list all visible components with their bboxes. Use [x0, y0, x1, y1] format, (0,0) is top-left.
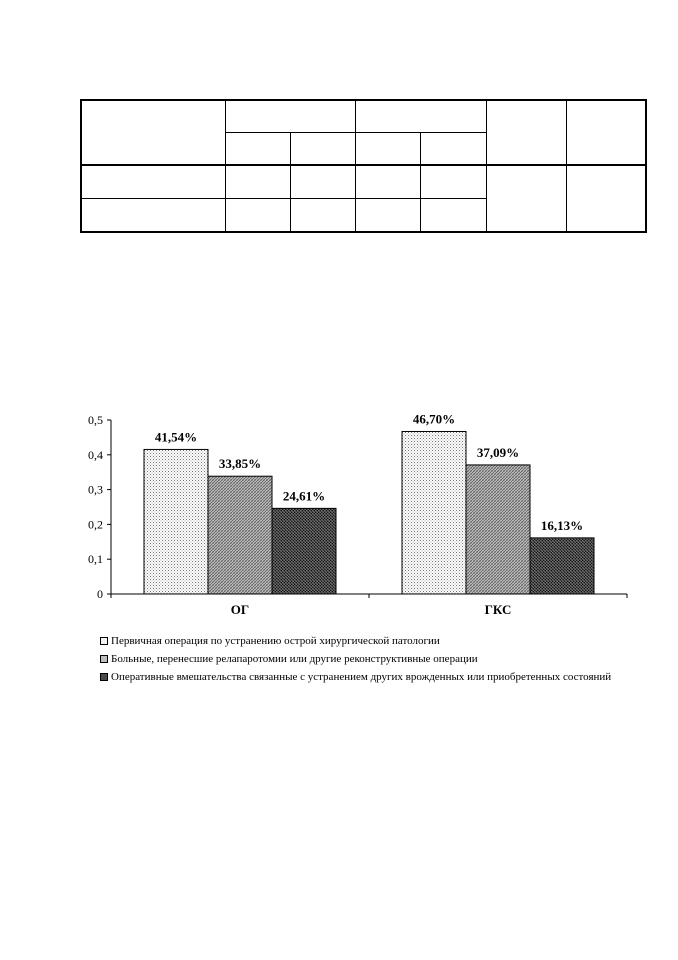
- bar: [530, 538, 594, 594]
- data-label: 33,85%: [218, 456, 262, 472]
- y-tick-label: 0,3: [88, 482, 103, 497]
- bar: [466, 465, 530, 594]
- data-label: 37,09%: [476, 444, 520, 460]
- legend-swatch: [100, 673, 108, 681]
- x-category-label: ОГ: [230, 602, 250, 617]
- x-category-label: ГКС: [484, 602, 512, 617]
- y-tick-label: 0: [97, 587, 103, 601]
- legend-swatch: [100, 655, 108, 663]
- bar: [402, 431, 466, 594]
- legend-swatch: [100, 637, 108, 645]
- y-tick-label: 0,4: [88, 447, 103, 462]
- legend-item: [100, 632, 611, 650]
- legend-item: [100, 668, 611, 686]
- legend-label: Больные, перенесшие релапаротомии или другие реконструктивные операции: [111, 653, 478, 665]
- bar: [208, 476, 272, 594]
- y-tick-label: 0,2: [88, 517, 103, 532]
- data-label: 24,61%: [282, 488, 326, 504]
- data-label: 16,13%: [540, 517, 584, 533]
- legend: [100, 632, 611, 686]
- data-label: 46,70%: [412, 411, 456, 427]
- data-label: 41,54%: [154, 429, 198, 445]
- bar: [272, 508, 336, 594]
- y-tick-label: 0,1: [88, 552, 103, 567]
- legend-item: [100, 650, 611, 668]
- legend-label: Оперативные вмешательства связанные с устранением других врожденных или приобретенных состояний: [111, 671, 612, 683]
- y-tick-label: 0,5: [88, 413, 103, 427]
- legend-label: Первичная операция по устранению острой хирургической патологии: [111, 635, 440, 647]
- bar: [144, 449, 208, 594]
